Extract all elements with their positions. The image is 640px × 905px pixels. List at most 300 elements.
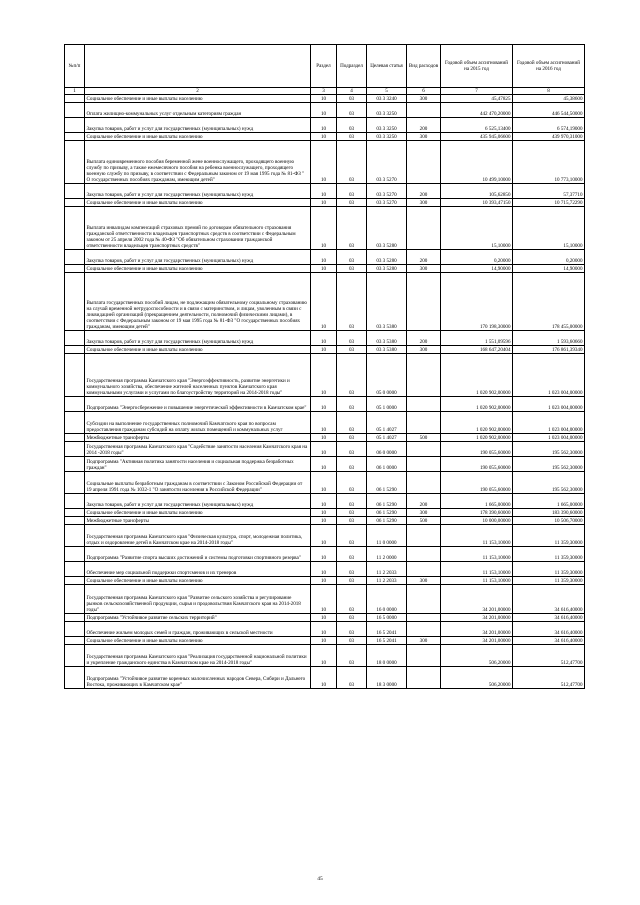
row-num-cell: [65, 346, 85, 354]
row-vid-cell: [407, 207, 441, 250]
row-name-cell: Социальное обеспечение и иные выплаты населению: [85, 509, 311, 517]
table-row: [65, 562, 585, 577]
table-row: [65, 434, 585, 442]
row-name-cell: Закупка товаров, работ и услуг для государственных (муниципальных) нужд: [85, 118, 311, 133]
row-podrazdel-cell: 03: [337, 577, 367, 585]
row-num-cell: [65, 645, 85, 667]
row-vid-cell: 300: [407, 133, 441, 141]
row-2016-cell: 1 023 004,00000: [513, 412, 585, 434]
row-podrazdel-cell: 03: [337, 354, 367, 397]
row-2015-cell: 10 393,47150: [441, 199, 513, 207]
row-vid-cell: 300: [407, 509, 441, 517]
table-row: [65, 517, 585, 525]
table-row: [65, 250, 585, 265]
row-vid-cell: [407, 457, 441, 472]
row-2016-cell: 512,47700: [513, 645, 585, 667]
row-num-cell: [65, 199, 85, 207]
row-celevaya-cell: 03 3 3250: [367, 133, 407, 141]
header-razdel: Раздел: [311, 45, 337, 88]
row-2016-cell: 1 023 004,00000: [513, 434, 585, 442]
row-num-cell: [65, 184, 85, 199]
row-celevaya-cell: 03 3 5280: [367, 207, 407, 250]
row-2016-cell: 446 544,50000: [513, 103, 585, 118]
col-number: 8: [513, 88, 585, 95]
row-num-cell: [65, 265, 85, 273]
row-num-cell: [65, 585, 85, 614]
row-podrazdel-cell: 03: [337, 103, 367, 118]
row-podrazdel-cell: 03: [337, 517, 367, 525]
row-vid-cell: 200: [407, 331, 441, 346]
row-vid-cell: [407, 585, 441, 614]
table-row: [65, 637, 585, 645]
row-razdel-cell: 10: [311, 442, 337, 457]
row-2015-cell: 1 020 902,00000: [441, 434, 513, 442]
row-celevaya-cell: 11 0 0000: [367, 525, 407, 547]
row-2016-cell: 195 562,30000: [513, 472, 585, 494]
row-2015-cell: 6 525,13400: [441, 118, 513, 133]
row-vid-cell: 300: [407, 577, 441, 585]
row-num-cell: [65, 547, 85, 562]
row-razdel-cell: 10: [311, 133, 337, 141]
row-name-cell: Подпрограмма "Энергосбережение и повышение энергетической эффективности в Камчатском крае": [85, 397, 311, 412]
row-celevaya-cell: 05 1 0000: [367, 397, 407, 412]
table-row: [65, 412, 585, 434]
row-vid-cell: [407, 562, 441, 577]
table-row: [65, 273, 585, 331]
row-vid-cell: 300: [407, 346, 441, 354]
row-vid-cell: [407, 412, 441, 434]
row-2016-cell: 439 970,31000: [513, 133, 585, 141]
row-num-cell: [65, 273, 85, 331]
row-name-cell: Закупка товаров, работ и услуг для государственных (муниципальных) нужд: [85, 331, 311, 346]
row-vid-cell: [407, 354, 441, 397]
row-podrazdel-cell: 03: [337, 331, 367, 346]
row-2015-cell: 506,20000: [441, 645, 513, 667]
row-celevaya-cell: 03 3 5380: [367, 331, 407, 346]
row-name-cell: Межбюджетные трансферты: [85, 517, 311, 525]
row-name-cell: Государственная программа Камчатского края "Энергоэффективность, развитие энергетики и коммунального хозяйства, обеспечение жителей населенных пунктов Камчатского края коммунальными услугами и услугами по благоустройству территорий на 2014-2018 годы": [85, 354, 311, 397]
row-podrazdel-cell: 03: [337, 346, 367, 354]
row-2015-cell: 190 055,60000: [441, 442, 513, 457]
row-num-cell: [65, 354, 85, 397]
row-name-cell: Социальное обеспечение и иные выплаты населению: [85, 346, 311, 354]
row-name-cell: Выплата единовременного пособия беременной жене военнослужащего, проходящего военную службу по призыву, а также ежемесячного пособия на ребенка военнослужащего, проходящего военную службу по призыву, в соответствии с Федеральным законом от 19 мая 1995 года № 81-ФЗ " О государственных пособиях гражданам, имеющим детей": [85, 141, 311, 184]
table-row: [65, 622, 585, 637]
row-num-cell: [65, 95, 85, 103]
row-2016-cell: 34 616,40000: [513, 622, 585, 637]
row-celevaya-cell: 11 2 2033: [367, 562, 407, 577]
row-vid-cell: 200: [407, 250, 441, 265]
row-celevaya-cell: 11 2 2033: [367, 577, 407, 585]
row-razdel-cell: 10: [311, 103, 337, 118]
row-razdel-cell: 10: [311, 547, 337, 562]
row-vid-cell: [407, 141, 441, 184]
row-vid-cell: 500: [407, 517, 441, 525]
row-podrazdel-cell: 03: [337, 494, 367, 509]
row-name-cell: Социальное обеспечение и иные выплаты населению: [85, 577, 311, 585]
row-2015-cell: 190 055,60000: [441, 472, 513, 494]
row-vid-cell: 200: [407, 118, 441, 133]
row-name-cell: Субсидии на выполнение государственных полномочий Камчатского края по вопросам предоставления гражданам субсидий на оплату жилых помещений и коммунальных услуг: [85, 412, 311, 434]
row-2015-cell: 15,10000: [441, 207, 513, 250]
budget-table: [64, 44, 585, 689]
row-2016-cell: 15,10000: [513, 207, 585, 250]
row-celevaya-cell: 03 3 3250: [367, 103, 407, 118]
row-2016-cell: 11 359,30000: [513, 547, 585, 562]
row-2016-cell: 11 359,30000: [513, 525, 585, 547]
row-2015-cell: 34 201,00000: [441, 622, 513, 637]
row-celevaya-cell: 03 3 5280: [367, 265, 407, 273]
row-2016-cell: 176 861,39340: [513, 346, 585, 354]
row-2016-cell: 10 715,72290: [513, 199, 585, 207]
row-2015-cell: 10 000,00000: [441, 517, 513, 525]
row-celevaya-cell: 03 3 5270: [367, 184, 407, 199]
row-2016-cell: 512,47700: [513, 667, 585, 689]
row-razdel-cell: 10: [311, 645, 337, 667]
row-num-cell: [65, 412, 85, 434]
row-vid-cell: [407, 622, 441, 637]
table-row: [65, 118, 585, 133]
row-name-cell: Подпрограмма "Активная политика занятости населения и социальная поддержка безработных граждан": [85, 457, 311, 472]
row-2015-cell: 442 470,20000: [441, 103, 513, 118]
row-name-cell: Выплата инвалидам компенсаций страховых премий по договорам обязательного страхования гражданской ответственности владельцев транспортных средств в соответствии с Федеральным законом от 25 апреля 2002 года № 40-ФЗ "Об обязательном страховании гражданской ответственности владельцев транспортных средств": [85, 207, 311, 250]
row-2015-cell: 14,90000: [441, 265, 513, 273]
row-name-cell: Подпрограмма "Развитие спорта высших достижений и системы подготовки спортивного резерва": [85, 547, 311, 562]
row-celevaya-cell: 03 3 5280: [367, 250, 407, 265]
row-2015-cell: 506,20000: [441, 667, 513, 689]
header-vid: Вид расходов: [407, 45, 441, 88]
table-row: [65, 207, 585, 250]
row-2015-cell: 34 201,00000: [441, 585, 513, 614]
row-podrazdel-cell: 03: [337, 141, 367, 184]
row-vid-cell: 500: [407, 434, 441, 442]
table-row: [65, 525, 585, 547]
row-podrazdel-cell: 03: [337, 472, 367, 494]
row-razdel-cell: 10: [311, 494, 337, 509]
row-2015-cell: 1 020 902,00000: [441, 397, 513, 412]
row-razdel-cell: 10: [311, 207, 337, 250]
table-row: [65, 103, 585, 118]
row-num-cell: [65, 667, 85, 689]
row-num-cell: [65, 331, 85, 346]
row-celevaya-cell: 16 5 2041: [367, 637, 407, 645]
row-celevaya-cell: 05 1 4027: [367, 434, 407, 442]
row-celevaya-cell: 11 2 0000: [367, 547, 407, 562]
row-razdel-cell: 10: [311, 637, 337, 645]
table-row: [65, 346, 585, 354]
row-name-cell: Социальное обеспечение и иные выплаты населению: [85, 199, 311, 207]
table-row: [65, 265, 585, 273]
row-celevaya-cell: 18 0 0000: [367, 645, 407, 667]
row-2015-cell: 1 020 902,00000: [441, 354, 513, 397]
row-razdel-cell: 10: [311, 412, 337, 434]
row-vid-cell: 300: [407, 95, 441, 103]
col-number: 7: [441, 88, 513, 95]
row-podrazdel-cell: 03: [337, 547, 367, 562]
row-podrazdel-cell: 03: [337, 273, 367, 331]
row-num-cell: [65, 509, 85, 517]
row-num-cell: [65, 517, 85, 525]
row-2015-cell: 10 499,10000: [441, 141, 513, 184]
row-celevaya-cell: 16 5 2041: [367, 622, 407, 637]
row-2015-cell: 168 647,20404: [441, 346, 513, 354]
row-razdel-cell: 10: [311, 622, 337, 637]
row-podrazdel-cell: 03: [337, 442, 367, 457]
row-celevaya-cell: 03 3 3240: [367, 95, 407, 103]
row-razdel-cell: 10: [311, 667, 337, 689]
row-celevaya-cell: 16 0 0000: [367, 585, 407, 614]
table-body: [65, 95, 585, 689]
table-row: [65, 645, 585, 667]
row-razdel-cell: 10: [311, 517, 337, 525]
row-celevaya-cell: 05 0 0000: [367, 354, 407, 397]
row-podrazdel-cell: 03: [337, 622, 367, 637]
row-celevaya-cell: 03 3 3250: [367, 118, 407, 133]
row-num-cell: [65, 434, 85, 442]
row-name-cell: Государственная программа Камчатского края "Развитие сельского хозяйства и регулирование рынков сельскохозяйственной продукции, сырья и продовольствия Камчатского края на 2014-2018 годы": [85, 585, 311, 614]
header-num: №п/п: [65, 45, 85, 88]
col-number: 1: [65, 88, 85, 95]
row-vid-cell: 200: [407, 494, 441, 509]
col-number: 5: [367, 88, 407, 95]
row-vid-cell: [407, 667, 441, 689]
row-razdel-cell: 10: [311, 199, 337, 207]
row-razdel-cell: 10: [311, 118, 337, 133]
row-name-cell: Социальное обеспечение и иные выплаты населению: [85, 133, 311, 141]
row-2016-cell: 45,38600: [513, 95, 585, 103]
row-podrazdel-cell: 03: [337, 412, 367, 434]
row-podrazdel-cell: 03: [337, 118, 367, 133]
row-vid-cell: [407, 442, 441, 457]
row-celevaya-cell: 06 1 0000: [367, 457, 407, 472]
row-razdel-cell: 10: [311, 346, 337, 354]
row-podrazdel-cell: 03: [337, 637, 367, 645]
row-name-cell: Подпрограмма "Устойчивое развитие сельских территорий": [85, 614, 311, 622]
row-2016-cell: 11 359,30000: [513, 577, 585, 585]
row-celevaya-cell: 06 1 5290: [367, 517, 407, 525]
row-num-cell: [65, 141, 85, 184]
row-podrazdel-cell: 03: [337, 397, 367, 412]
row-vid-cell: [407, 547, 441, 562]
row-2016-cell: 57,37710: [513, 184, 585, 199]
row-num-cell: [65, 525, 85, 547]
row-vid-cell: 300: [407, 265, 441, 273]
row-celevaya-cell: 06 1 5290: [367, 494, 407, 509]
row-vid-cell: [407, 103, 441, 118]
row-2016-cell: 14,90000: [513, 265, 585, 273]
row-podrazdel-cell: 03: [337, 562, 367, 577]
table-row: [65, 494, 585, 509]
row-2015-cell: 11 153,10000: [441, 547, 513, 562]
row-2016-cell: 34 616,40000: [513, 614, 585, 622]
row-podrazdel-cell: 03: [337, 133, 367, 141]
row-celevaya-cell: 06 1 5290: [367, 509, 407, 517]
row-2016-cell: 34 616,40000: [513, 585, 585, 614]
row-name-cell: Государственная программа Камчатского края "Физическая культура, спорт, молодежная политика, отдых и оздоровление детей в Камчатском крае на 2014-2018 годы": [85, 525, 311, 547]
row-num-cell: [65, 637, 85, 645]
row-2016-cell: 1 665,00000: [513, 494, 585, 509]
table-row: [65, 354, 585, 397]
row-razdel-cell: 10: [311, 472, 337, 494]
row-name-cell: Обеспечение мер социальной поддержки спортсменов и их тренеров: [85, 562, 311, 577]
row-podrazdel-cell: 03: [337, 207, 367, 250]
row-num-cell: [65, 562, 85, 577]
row-2016-cell: 10 506,70000: [513, 517, 585, 525]
row-2016-cell: 1 593,60660: [513, 331, 585, 346]
table-row: [65, 472, 585, 494]
row-podrazdel-cell: 03: [337, 525, 367, 547]
row-vid-cell: 300: [407, 637, 441, 645]
row-2015-cell: 45,47825: [441, 95, 513, 103]
row-name-cell: Оплата жилищно-коммунальных услуг отдельным категориям граждан: [85, 103, 311, 118]
row-name-cell: Закупка товаров, работ и услуг для государственных (муниципальных) нужд: [85, 494, 311, 509]
row-vid-cell: [407, 614, 441, 622]
row-num-cell: [65, 622, 85, 637]
row-num-cell: [65, 250, 85, 265]
row-name-cell: Социальное обеспечение и иные выплаты населению: [85, 265, 311, 273]
table-row: [65, 442, 585, 457]
row-2016-cell: 11 359,30000: [513, 562, 585, 577]
row-razdel-cell: 10: [311, 614, 337, 622]
row-razdel-cell: 10: [311, 577, 337, 585]
column-numbers-row: [65, 88, 585, 95]
row-podrazdel-cell: 03: [337, 457, 367, 472]
table-row: [65, 585, 585, 614]
row-podrazdel-cell: 03: [337, 667, 367, 689]
row-podrazdel-cell: 03: [337, 614, 367, 622]
row-2015-cell: 190 055,60000: [441, 457, 513, 472]
row-2015-cell: 178 390,60000: [441, 509, 513, 517]
col-number: 4: [337, 88, 367, 95]
row-name-cell: Социальное обеспечение и иные выплаты населению: [85, 637, 311, 645]
row-vid-cell: [407, 645, 441, 667]
row-num-cell: [65, 118, 85, 133]
row-2016-cell: 195 562,30000: [513, 442, 585, 457]
row-2016-cell: 183 390,60000: [513, 509, 585, 517]
row-podrazdel-cell: 03: [337, 265, 367, 273]
row-num-cell: [65, 457, 85, 472]
table-row: [65, 547, 585, 562]
row-2016-cell: 0,20000: [513, 250, 585, 265]
row-razdel-cell: 10: [311, 184, 337, 199]
row-razdel-cell: 10: [311, 354, 337, 397]
row-2016-cell: 178 455,00000: [513, 273, 585, 331]
col-number: 3: [311, 88, 337, 95]
header-name: [85, 45, 311, 88]
row-vid-cell: 200: [407, 184, 441, 199]
row-2015-cell: 34 201,00000: [441, 614, 513, 622]
document-page: [64, 44, 584, 689]
row-vid-cell: [407, 273, 441, 331]
row-razdel-cell: 10: [311, 434, 337, 442]
row-2015-cell: 1 551,09596: [441, 331, 513, 346]
row-celevaya-cell: 03 3 5270: [367, 199, 407, 207]
row-celevaya-cell: 06 0 0000: [367, 442, 407, 457]
row-name-cell: Государственная программа Камчатского края "Содействие занятости населения Камчатского края на 2014 -2018 годы": [85, 442, 311, 457]
row-razdel-cell: 10: [311, 95, 337, 103]
row-podrazdel-cell: 03: [337, 509, 367, 517]
row-razdel-cell: 10: [311, 265, 337, 273]
row-razdel-cell: 10: [311, 457, 337, 472]
row-celevaya-cell: 03 3 5380: [367, 273, 407, 331]
row-name-cell: Государственная программа Камчатского края "Реализация государственной национальной политики и укрепление гражданского единства в Камчатском крае на 2014-2018 годы": [85, 645, 311, 667]
col-number: 6: [407, 88, 441, 95]
row-razdel-cell: 10: [311, 562, 337, 577]
table-row: [65, 199, 585, 207]
row-vid-cell: [407, 525, 441, 547]
table-row: [65, 331, 585, 346]
row-razdel-cell: 10: [311, 397, 337, 412]
row-2015-cell: 11 153,10000: [441, 525, 513, 547]
header-2015: Годовой объем ассигнований на 2015 год: [441, 45, 513, 88]
table-row: [65, 577, 585, 585]
row-vid-cell: [407, 472, 441, 494]
row-name-cell: Подпрограмма "Устойчивое развитие коренных малочисленных народов Севера, Сибири и Дальнего Востока, проживающих в Камчатском крае": [85, 667, 311, 689]
row-podrazdel-cell: 03: [337, 250, 367, 265]
row-name-cell: Обеспечение жильем молодых семей и граждан, проживающих в сельской местности: [85, 622, 311, 637]
table-row: [65, 614, 585, 622]
row-2015-cell: 1 665,00000: [441, 494, 513, 509]
row-name-cell: Межбюджетные трансферты: [85, 434, 311, 442]
row-num-cell: [65, 207, 85, 250]
row-2016-cell: 34 616,40000: [513, 637, 585, 645]
row-name-cell: Закупка товаров, работ и услуг для государственных (муниципальных) нужд: [85, 184, 311, 199]
table-row: [65, 95, 585, 103]
row-num-cell: [65, 494, 85, 509]
row-celevaya-cell: 03 3 5270: [367, 141, 407, 184]
table-row: [65, 667, 585, 689]
row-2015-cell: 1 020 902,00000: [441, 412, 513, 434]
row-2016-cell: 6 574,19000: [513, 118, 585, 133]
header-2016: Годовой объем ассигнований на 2016 год: [513, 45, 585, 88]
row-2015-cell: 34 201,00000: [441, 637, 513, 645]
table-row: [65, 141, 585, 184]
row-razdel-cell: 10: [311, 525, 337, 547]
col-number: 2: [85, 88, 311, 95]
row-2015-cell: 105,62850: [441, 184, 513, 199]
table-row: [65, 509, 585, 517]
table-row: [65, 457, 585, 472]
row-celevaya-cell: 05 1 4027: [367, 412, 407, 434]
header-podrazdel: Подраздел: [337, 45, 367, 88]
row-num-cell: [65, 614, 85, 622]
header-celevaya: Целевая статья: [367, 45, 407, 88]
row-razdel-cell: 10: [311, 509, 337, 517]
row-2015-cell: 0,20000: [441, 250, 513, 265]
row-razdel-cell: 10: [311, 331, 337, 346]
row-podrazdel-cell: 03: [337, 199, 367, 207]
row-podrazdel-cell: 03: [337, 585, 367, 614]
row-2016-cell: 195 562,30000: [513, 457, 585, 472]
row-vid-cell: [407, 397, 441, 412]
row-vid-cell: 300: [407, 199, 441, 207]
row-celevaya-cell: 06 1 5290: [367, 472, 407, 494]
row-razdel-cell: 10: [311, 585, 337, 614]
row-num-cell: [65, 577, 85, 585]
row-name-cell: Социальное обеспечение и иные выплаты населению: [85, 95, 311, 103]
row-razdel-cell: 10: [311, 250, 337, 265]
row-celevaya-cell: 18 3 0000: [367, 667, 407, 689]
row-2015-cell: 11 153,10000: [441, 577, 513, 585]
row-name-cell: Закупка товаров, работ и услуг для государственных (муниципальных) нужд: [85, 250, 311, 265]
row-2015-cell: 435 945,06600: [441, 133, 513, 141]
row-podrazdel-cell: 03: [337, 184, 367, 199]
row-num-cell: [65, 472, 85, 494]
row-2016-cell: 1 023 004,00000: [513, 397, 585, 412]
table-row: [65, 184, 585, 199]
row-num-cell: [65, 103, 85, 118]
table-row: [65, 397, 585, 412]
